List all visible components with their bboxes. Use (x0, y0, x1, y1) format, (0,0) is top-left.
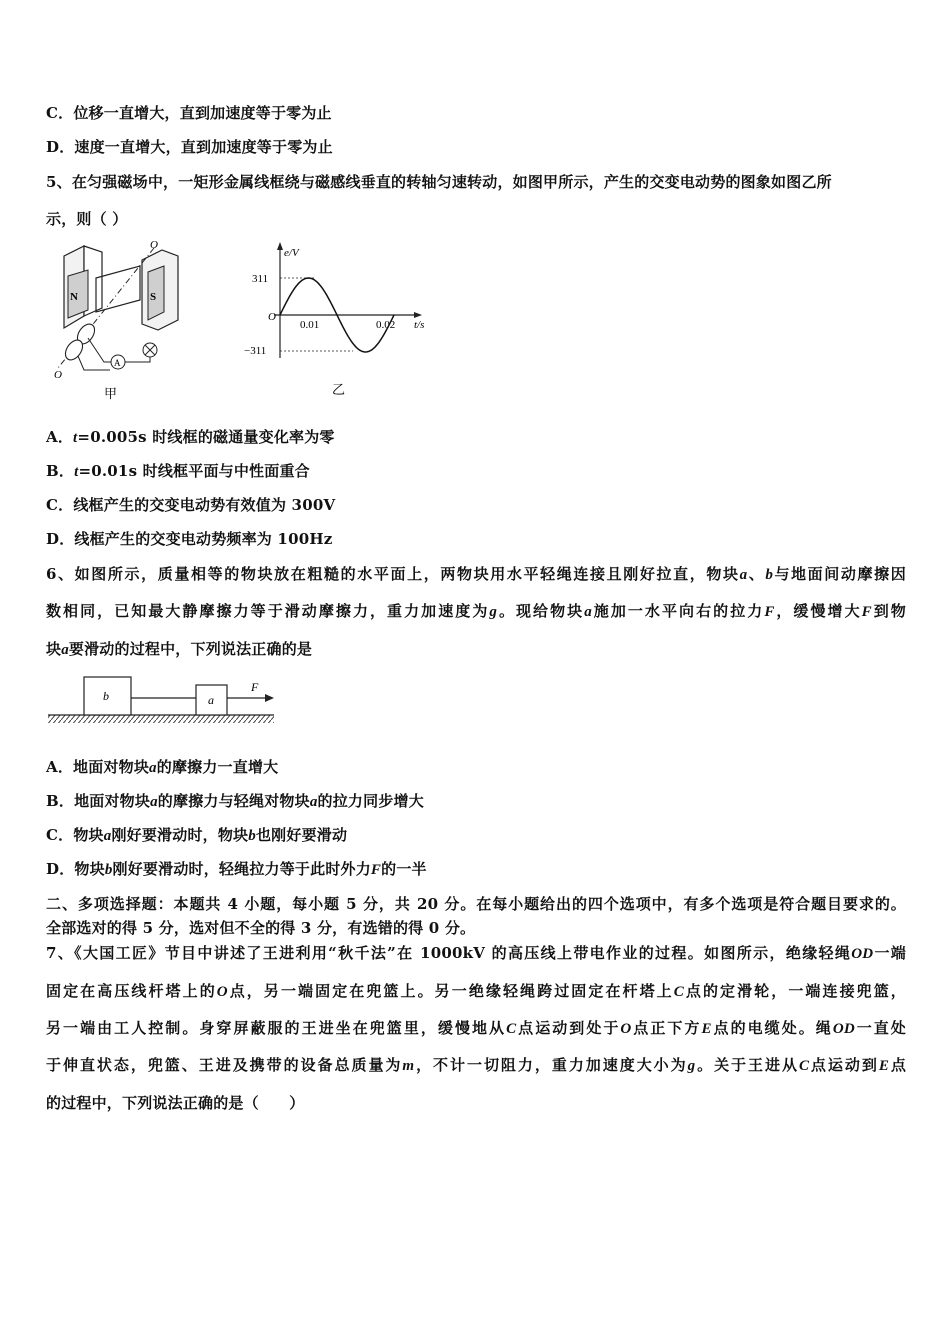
q4-option-c: C．位移一直增大，直到加速度等于零为止 (46, 104, 332, 122)
q7-l2-var-c: C (673, 984, 684, 1000)
q6-l3-b: 要滑动的过程中，下列说法正确的是 (68, 640, 313, 658)
q7-l3-d: 点的电缆处。绳 (711, 1019, 833, 1037)
q7-l4-var-m: m (402, 1058, 415, 1074)
q6-l3-a: 块 (46, 640, 62, 658)
q7-stem-line1 (46, 942, 906, 963)
q6-l1-c: 与地面间动摩擦因 (773, 565, 906, 583)
q6-l2-e: 到物 (871, 602, 906, 620)
q6-opt-a-var: a (149, 760, 157, 776)
figure-caption-yi: 乙 (332, 382, 346, 397)
q7-l2-b: 点，另一端固定在兜篮上。另一绝缘轻绳跨过固定在杆塔上 (227, 982, 674, 1000)
q5-stem-line2: 示，则（ ） (46, 210, 128, 228)
q7-l1-b: 一端 (873, 944, 906, 962)
q7-l2-var-o: O (216, 984, 228, 1000)
axis-label-top: O (150, 239, 158, 251)
q7-l4-var-e: E (878, 1058, 890, 1074)
q5-option-b (46, 460, 310, 481)
q6-l1-a: 6、如图所示，质量相等的物块放在粗糙的水平面上，两物块用水平轻绳连接且刚好拉直，物块 (46, 565, 740, 583)
q5-option-a-var: t (73, 430, 78, 446)
q7-l4-c: 。关于王进从 (695, 1056, 799, 1074)
q6-stem-line2 (46, 600, 906, 621)
q5-option-b-var: t (74, 464, 79, 480)
q5-option-a-text: =0.005s 时线框的磁通量变化率为零 (77, 428, 335, 446)
q6-l2-var-f: F (764, 604, 775, 620)
q6-opt-d-post: 的一半 (381, 860, 427, 878)
q6-l1-var-a: a (739, 567, 748, 583)
chart-y-label: e/V (284, 247, 299, 259)
q7-stem-line5: 的过程中，下列说法正确的是（ ） (46, 1094, 305, 1112)
q6-figure-blocks (46, 672, 278, 732)
q6-l1-var-b: b (765, 567, 774, 583)
q6-l3-var-a: a (61, 642, 69, 658)
q6-l2-d: ，缓慢增大 (774, 602, 862, 620)
q7-stem-line2 (46, 980, 906, 1001)
q7-l3-c: 点正下方 (631, 1019, 702, 1037)
chart-x-label: t/s (414, 319, 425, 331)
q5-option-c: C．线框产生的交变电动势有效值为 300V (46, 496, 336, 514)
q6-stem-line1 (46, 563, 906, 584)
q6-opt-a-pre: A．地面对物块 (46, 758, 150, 776)
q6-l2-c: 施加一水平向右的拉力 (591, 602, 765, 620)
magnet-n-label: N (70, 291, 78, 303)
q6-opt-c-var: a (103, 828, 112, 844)
q5-figure-emf-graph (238, 238, 438, 398)
q6-opt-a-post: 的摩擦力一直增大 (156, 758, 279, 776)
q6-opt-d-var: b (104, 862, 113, 878)
q6-opt-c-pre: C．物块 (46, 826, 104, 844)
q7-l2-a: 固定在高压线杆塔上的 (46, 982, 217, 1000)
q5-option-d: D．线框产生的交变电动势频率为 100Hz (46, 530, 333, 548)
q6-opt-b-var: a (150, 794, 158, 810)
q7-l4-e: 点 (889, 1056, 907, 1074)
section2-heading-line1: 二、多项选择题：本题共 4 小题，每小题 5 分，共 20 分。在每小题给出的四个选项中，有多个选项是符合题目要求的。 (46, 895, 906, 913)
q6-opt-d-var2: F (370, 862, 382, 878)
q6-opt-c-mid: 刚好要滑动时，物块 (111, 826, 249, 844)
q7-l3-var-o: O (620, 1021, 632, 1037)
axis-label-bottom: O (54, 369, 62, 381)
magnet-s-label: S (150, 291, 157, 303)
section2-heading-line2: 全部选对的得 5 分，选对但不全的得 3 分，有选错的得 0 分。 (46, 919, 476, 937)
q7-l3-var-od: OD (832, 1021, 855, 1037)
ground-hatch (48, 715, 274, 723)
q7-l4-a: 于伸直状态，兜篮、王进及携带的设备总质量为 (46, 1056, 403, 1074)
q7-l4-var-c: C (798, 1058, 810, 1074)
q6-opt-b-var2: a (309, 794, 318, 810)
q6-opt-b-pre: B．地面对物块 (46, 792, 151, 810)
q6-opt-d-mid: 刚好要滑动时，轻绳拉力等于此时外力 (112, 860, 371, 878)
q6-l2-b: 。现给物块 (497, 602, 585, 620)
chart-tick-y-neg: −311 (244, 345, 267, 357)
q5-stem-line1: 5、在匀强磁场中，一矩形金属线框绕与磁感线垂直的转轴匀速转动，如图甲所示，产生的交变电动势的图象如图乙所 (46, 173, 832, 191)
q7-stem-line3 (46, 1017, 906, 1038)
q7-l1-var: OD (851, 946, 874, 962)
q6-option-d (46, 858, 427, 879)
q6-l2-var-f2: F (861, 604, 872, 620)
q7-stem-line4 (46, 1054, 906, 1075)
q7-l4-d: 点运动到 (809, 1056, 879, 1074)
q7-l4-var-g: g (687, 1058, 696, 1074)
q7-l1-a: 7、《大国工匠》节目中讲述了王进利用“秋千法”在 1000kV 的高压线上带电作业的过程。如图所示，绝缘轻绳 (46, 944, 852, 962)
q6-opt-c-var2: b (248, 828, 256, 844)
figure-caption-jia: 甲 (104, 386, 118, 401)
q6-option-c (46, 824, 347, 845)
q7-l3-var-c: C (506, 1021, 517, 1037)
q6-opt-c-post: 也刚好要滑动 (255, 826, 348, 844)
q4-option-d: D．速度一直增大，直到加速度等于零为止 (46, 138, 333, 156)
q5-option-a (46, 426, 335, 447)
block-b-label: b (103, 689, 109, 703)
q7-l3-var-e: E (701, 1021, 712, 1037)
chart-origin-label: O (268, 311, 276, 323)
q7-l3-e: 一直处 (854, 1019, 907, 1037)
q7-l3-b: 点运动到处于 (516, 1019, 621, 1037)
q7-l4-b: ，不计一切阻力，重力加速度大小为 (414, 1056, 688, 1074)
q6-opt-b-mid: 的摩擦力与轻绳对物块 (157, 792, 310, 810)
q6-l2-var-g: g (489, 604, 498, 620)
q7-l3-a: 另一端由工人控制。身穿屏蔽服的王进坐在兜篮里，缓慢地从 (46, 1019, 507, 1037)
q6-opt-b-post: 的拉力同步增大 (317, 792, 424, 810)
chart-tick-y-pos: 311 (252, 273, 269, 285)
q6-option-a (46, 756, 278, 777)
q5-option-b-text: =0.01s 时线框平面与中性面重合 (78, 462, 310, 480)
q6-l2-var-a: a (584, 604, 592, 620)
q5-option-b-prefix: B． (46, 462, 75, 480)
chart-tick-x-1: 0.01 (300, 319, 320, 331)
q6-option-b (46, 790, 424, 811)
q6-stem-line3 (46, 638, 312, 659)
q6-l2-a: 数相同，已知最大静摩擦力等于滑动摩擦力，重力加速度为 (46, 602, 490, 620)
chart-tick-x-2: 0.02 (376, 319, 396, 331)
q5-figure-generator (44, 238, 194, 403)
q5-option-a-prefix: A． (46, 428, 74, 446)
block-a-label: a (208, 693, 214, 707)
q6-l1-b: 、 (747, 565, 766, 583)
q7-l2-c: 点的定滑轮，一端连接兜篮， (683, 982, 907, 1000)
magnet-s (142, 250, 178, 330)
ammeter-label: A (114, 358, 121, 368)
q6-opt-d-pre: D．物块 (46, 860, 105, 878)
force-label: F (251, 680, 259, 694)
